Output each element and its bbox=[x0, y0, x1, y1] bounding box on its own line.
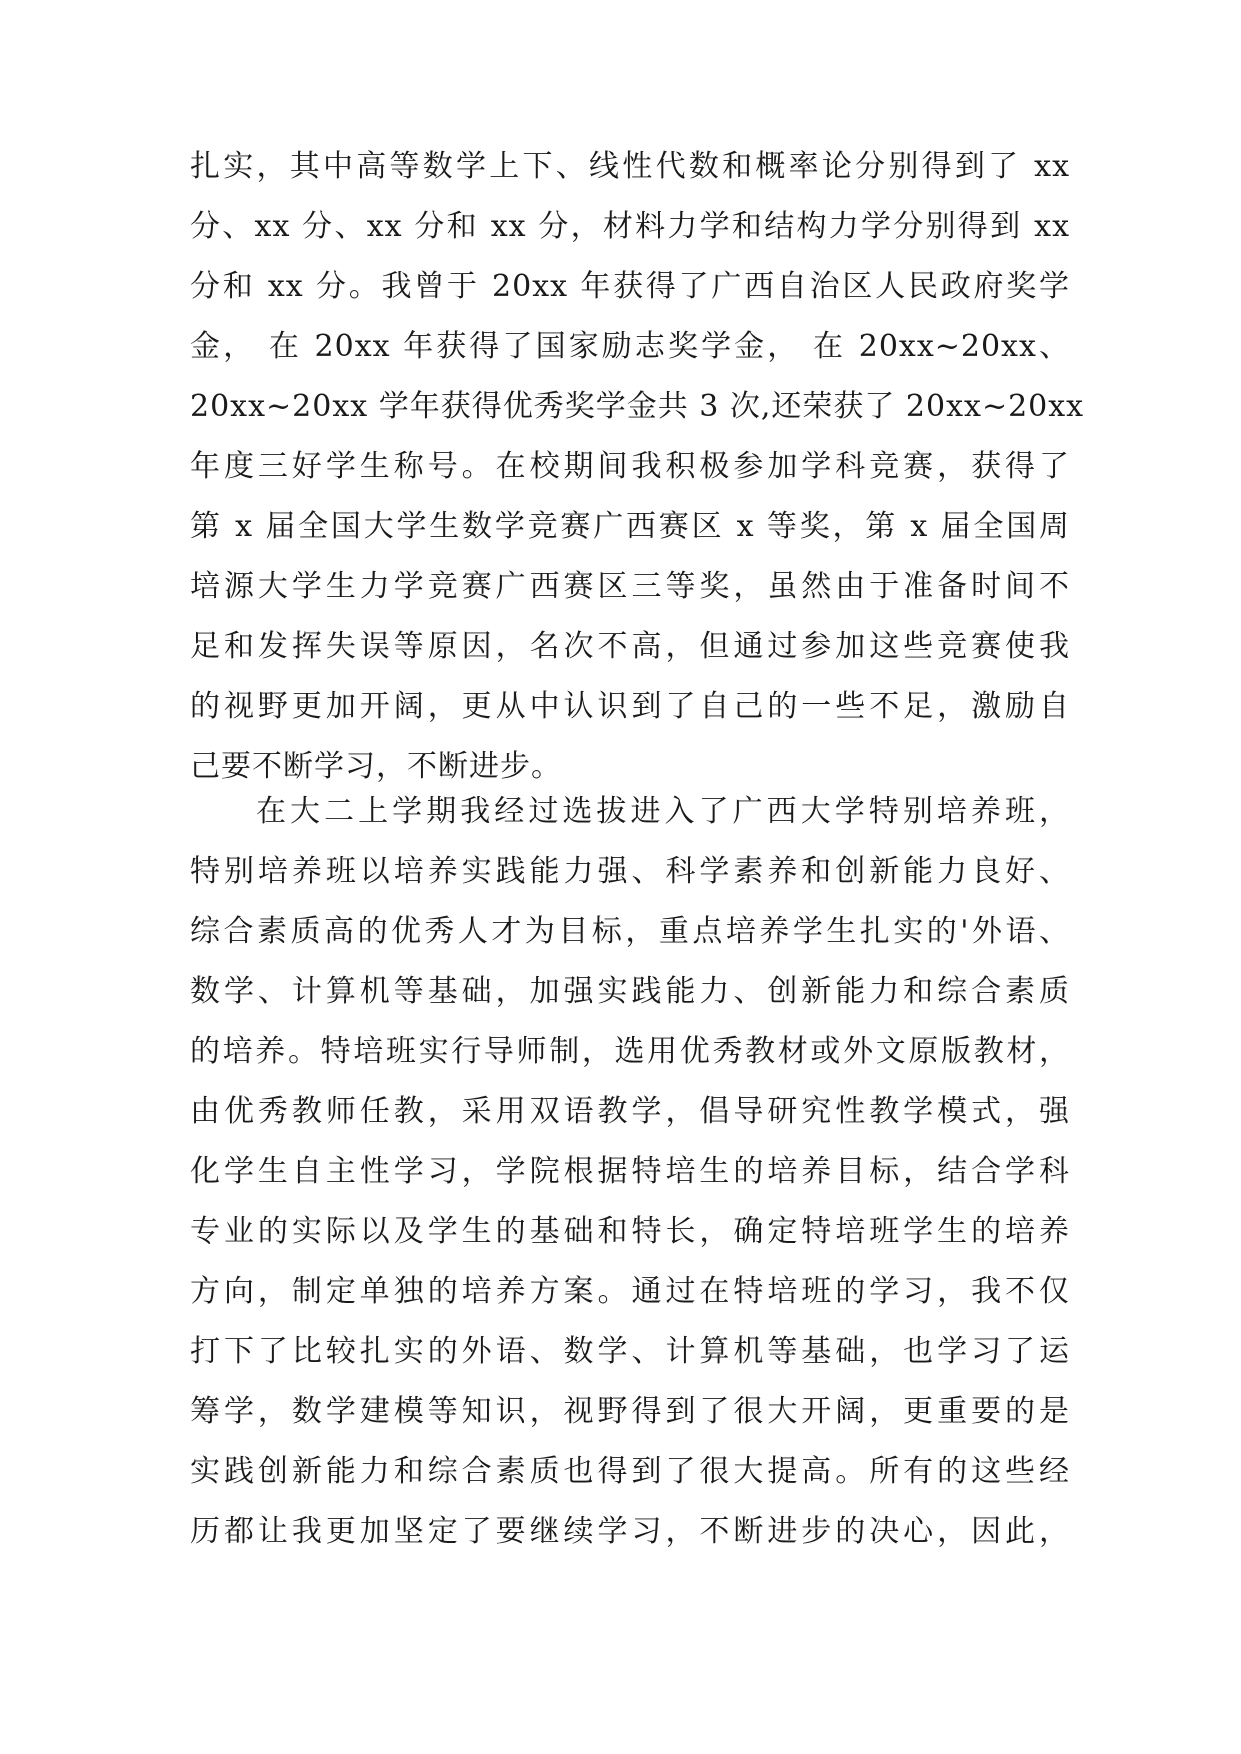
paragraph-2-line: 打下了比较扎实的外语、数学、计算机等基础，也学习了运 bbox=[190, 1334, 1070, 1369]
paragraph-1 bbox=[190, 137, 1085, 797]
paragraph-1-line: 足和发挥失误等原因，名次不高，但通过参加这些竞赛使我 bbox=[190, 629, 1070, 664]
paragraph-2-line: 特别培养班以培养实践能力强、科学素养和创新能力良好、 bbox=[190, 854, 1070, 889]
paragraph-2-line: 筹学，数学建模等知识，视野得到了很大开阔，更重要的是 bbox=[190, 1394, 1070, 1429]
paragraph-2-line: 专业的实际以及学生的基础和特长，确定特培班学生的培养 bbox=[190, 1214, 1070, 1249]
paragraph-1-line: 年度三好学生称号。在校期间我积极参加学科竞赛，获得了 bbox=[190, 449, 1070, 484]
paragraph-1-line: 扎实，其中高等数学上下、线性代数和概率论分别得到了 xx bbox=[190, 149, 1070, 184]
paragraph-2-line: 实践创新能力和综合素质也得到了很大提高。所有的这些经 bbox=[190, 1454, 1070, 1489]
paragraph-1-line: 分、xx 分、xx 分和 xx 分，材料力学和结构力学分别得到 xx bbox=[190, 209, 1070, 244]
paragraph-1-line: 第 x 届全国大学生数学竞赛广西赛区 x 等奖，第 x 届全国周 bbox=[190, 509, 1070, 544]
paragraph-2-line: 在大二上学期我经过选拔进入了广西大学特别培养班， bbox=[256, 794, 1070, 829]
paragraph-2-line: 的培养。特培班实行导师制，选用优秀教材或外文原版教材， bbox=[190, 1034, 1070, 1069]
paragraph-2-line: 综合素质高的优秀人才为目标，重点培养学生扎实的'外语、 bbox=[190, 914, 1070, 949]
paragraph-1-line: 金， 在 20xx 年获得了国家励志奖学金， 在 20xx~20xx、 bbox=[190, 329, 1070, 364]
paragraph-2-line: 方向，制定单独的培养方案。通过在特培班的学习，我不仅 bbox=[190, 1274, 1070, 1309]
paragraph-2-line: 由优秀教师任教，采用双语教学，倡导研究性教学模式，强 bbox=[190, 1094, 1070, 1129]
paragraph-1-line: 20xx~20xx 学年获得优秀奖学金共 3 次,还荣获了 20xx~20xx bbox=[190, 389, 1085, 424]
paragraph-2-line: 化学生自主性学习，学院根据特培生的培养目标，结合学科 bbox=[190, 1154, 1070, 1189]
paragraph-2-line: 数学、计算机等基础，加强实践能力、创新能力和综合素质 bbox=[190, 974, 1070, 1009]
paragraph-2 bbox=[190, 782, 1070, 1562]
paragraph-1-line: 分和 xx 分。我曾于 20xx 年获得了广西自治区人民政府奖学 bbox=[190, 269, 1070, 304]
paragraph-2-line: 历都让我更加坚定了要继续学习，不断进步的决心，因此， bbox=[190, 1514, 1070, 1549]
paragraph-1-line: 培源大学生力学竞赛广西赛区三等奖，虽然由于准备时间不 bbox=[190, 569, 1070, 604]
paragraph-1-line: 的视野更加开阔，更从中认识到了自己的一些不足，激励自 bbox=[190, 689, 1070, 724]
paragraph-1-line: 己要不断学习，不断进步。 bbox=[190, 749, 562, 784]
